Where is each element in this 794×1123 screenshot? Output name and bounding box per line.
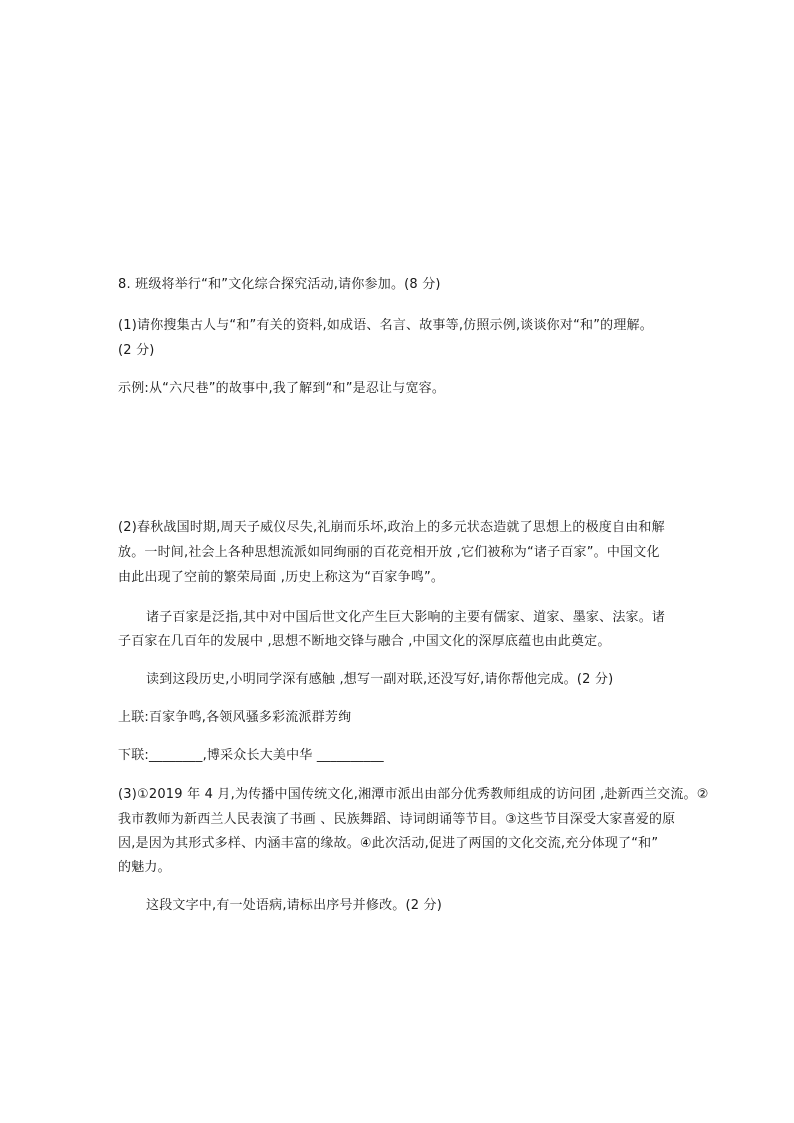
part2-para2-line2: 子百家在几百年的发展中 ,思想不断地交锋与融合 ,中国文化的深厚底蕴也由此奠定。 bbox=[118, 634, 611, 649]
couplet-upper: 上联:百家争鸣,各领风骚多彩流派群芳绚 bbox=[118, 710, 352, 725]
question-title: 8. 班级将举行“和”文化综合探究活动,请你参加。(8 分) bbox=[118, 277, 441, 292]
part3-line2: 我市教师为新西兰人民表演了书画 、民族舞蹈、诗词朗诵等节目。③这些节目深受大家喜爱的原 bbox=[118, 812, 676, 827]
part2-para1-line2: 放。一时间,社会上各种思想流派如同绚丽的百花竞相开放 ,它们被称为“诸子百家”。中国文化 bbox=[118, 545, 660, 560]
part1-prompt-line2: (2 分) bbox=[118, 343, 155, 358]
part3-instruction: 这段文字中,有一处语病,请标出序号并修改。(2 分) bbox=[146, 898, 443, 913]
part3-line3: 因,是因为其形式多样、内涵丰富的缘故。④此次活动,促进了两国的文化交流,充分体现了“和” bbox=[118, 836, 659, 851]
part1-example: 示例:从“六尺巷”的故事中,我了解到“和”是忍让与宽容。 bbox=[118, 381, 446, 396]
part1-prompt-line1: (1)请你搜集古人与“和”有关的资料,如成语、名言、故事等,仿照示例,谈谈你对“和”的理解。 bbox=[118, 318, 653, 333]
part2-para1-line1: (2)春秋战国时期,周天子威仪尽失,礼崩而乐坏,政治上的多元状态造就了思想上的极度自由和解 bbox=[118, 520, 665, 535]
part3-line4: 的魅力。 bbox=[118, 860, 171, 875]
part3-line1: (3)①2019 年 4 月,为传播中国传统文化,湘潭市派出由部分优秀教师组成的访问团 ,赴新西兰交流。② bbox=[118, 787, 709, 802]
part2-para1-line3: 由此出现了空前的繁荣局面 ,历史上称这为“百家争鸣”。 bbox=[118, 570, 445, 585]
part2-para3: 读到这段历史,小明同学深有感触 ,想写一副对联,还没写好,请你帮他完成。(2 分) bbox=[146, 672, 614, 687]
part2-para2-line1: 诸子百家是泛指,其中对中国后世文化产生巨大影响的主要有儒家、道家、墨家、法家。诸 bbox=[146, 610, 666, 625]
couplet-lower: 下联:________,博采众长大美中华 __________ bbox=[118, 748, 384, 763]
